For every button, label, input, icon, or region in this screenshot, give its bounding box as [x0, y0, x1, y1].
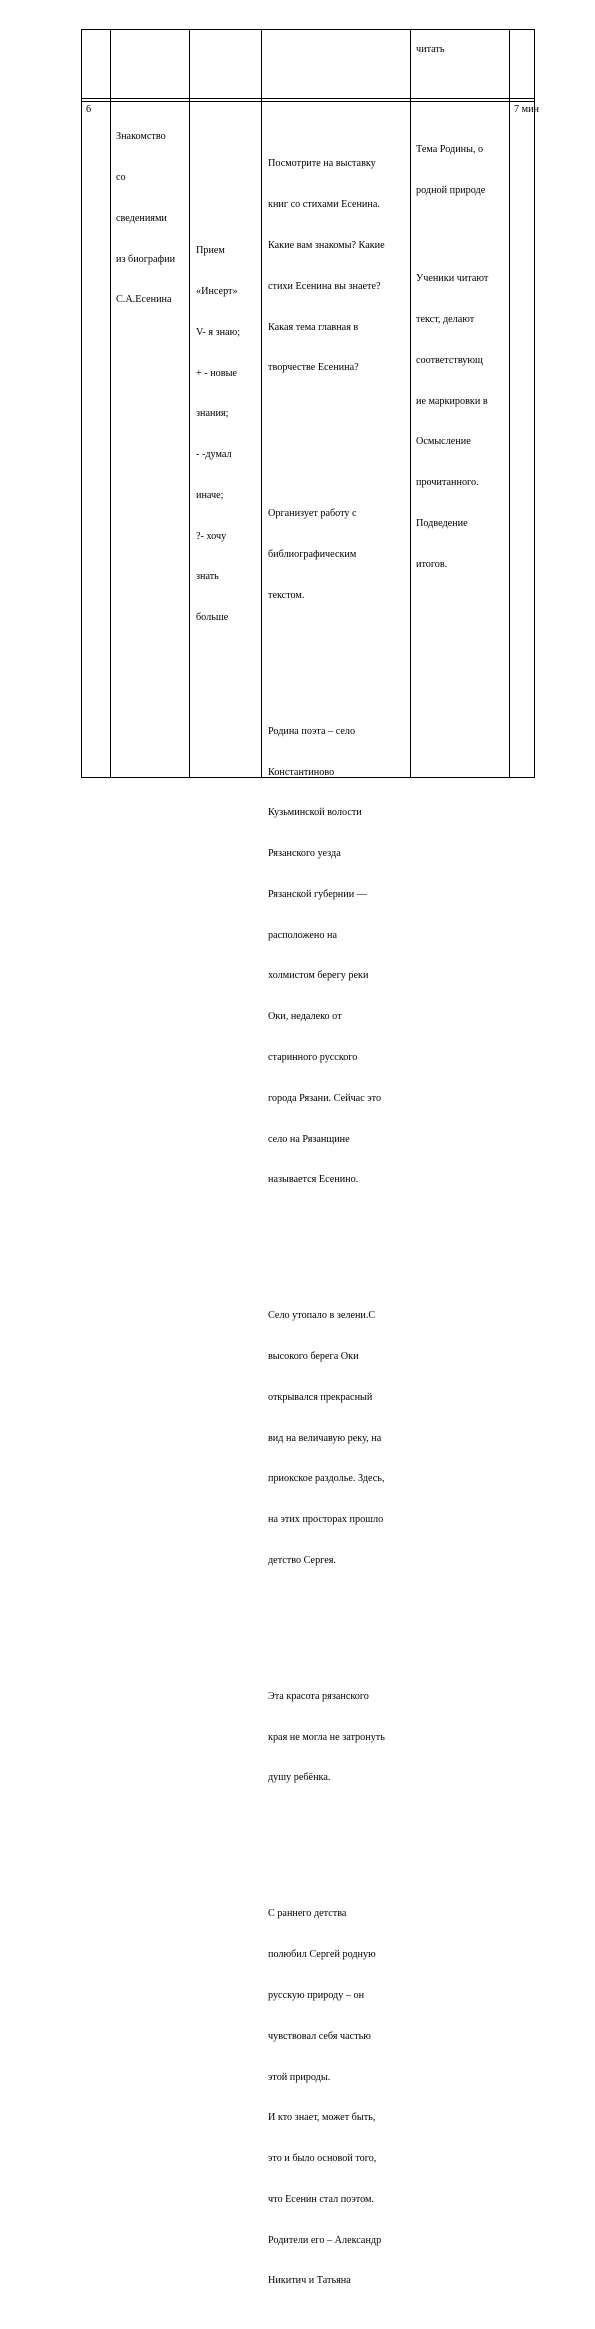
method-line: знания;	[196, 408, 229, 420]
method-line: + - новые	[196, 367, 237, 379]
student-line: Тема Родины, о	[416, 144, 484, 156]
teacher-line: текстом.	[268, 589, 305, 601]
teacher-line: края не могла не затронуть	[268, 1731, 385, 1743]
teacher-line: Какие вам знакомы? Какие	[268, 239, 385, 251]
row-separator	[81, 98, 535, 99]
teacher-line: книг со стихами Есенина.	[268, 199, 380, 211]
method-line: ?- хочу	[196, 530, 227, 542]
teacher-line: Оки, недалеко от	[268, 1011, 342, 1023]
stage-line: со	[116, 171, 126, 183]
table-top-border	[81, 29, 535, 30]
stage-line: сведениями	[116, 212, 167, 224]
teacher-line: этой природы.	[268, 2071, 331, 2083]
col-border-1	[81, 29, 82, 778]
teacher-line: Эта красота рязанского	[268, 1690, 369, 1702]
teacher-line: называется Есенино.	[268, 1174, 359, 1186]
teacher-line: высокого берега Оки	[268, 1351, 359, 1363]
col-border-2	[110, 29, 111, 778]
method-line: знать	[196, 571, 219, 583]
teacher-line: города Рязани. Сейчас это	[268, 1092, 382, 1104]
method-line: иначе;	[196, 489, 224, 501]
teacher-line: старинного русского	[268, 1051, 358, 1063]
teacher-line: Организует работу с	[268, 508, 357, 520]
teacher-line: Константиново	[268, 766, 335, 778]
teacher-line: творчестве Есенина?	[268, 362, 359, 374]
col-border-5	[410, 29, 411, 778]
teacher-paragraph-questions	[268, 130, 385, 402]
time-cell: 7 мин	[514, 104, 539, 115]
teacher-line: Родина поэта – село	[268, 725, 356, 737]
teacher-line: Родители его – Александр	[268, 2234, 382, 2246]
stage-cell	[116, 103, 175, 321]
teacher-line: Рязанского уезда	[268, 848, 341, 860]
method-line: Прием	[196, 245, 225, 257]
row-separator-double	[81, 101, 535, 102]
teacher-line: приокское раздолье. Здесь,	[268, 1473, 385, 1485]
student-line: ие маркировки в	[416, 395, 488, 407]
student-activity-topic	[416, 116, 485, 211]
student-line: прочитанного.	[416, 477, 479, 489]
method-cell	[196, 217, 240, 638]
teacher-line: холмистом берегу реки	[268, 970, 369, 982]
teacher-line: Кузьминской волости	[268, 807, 362, 819]
teacher-line: на этих просторах прошло	[268, 1514, 384, 1526]
teacher-line: полюбил Сергей родную	[268, 1949, 376, 1961]
method-line: «Инсерт»	[196, 285, 238, 297]
method-line: V- я знаю;	[196, 326, 241, 338]
teacher-line: И кто знает, может быть,	[268, 2112, 376, 2124]
teacher-paragraph-childhood	[268, 1880, 385, 2315]
student-line: Подведение	[416, 517, 468, 529]
teacher-line: чувствовал себя частью	[268, 2030, 371, 2042]
prev-row-col5-text: читать	[416, 44, 445, 55]
method-line: - -думал	[196, 449, 232, 461]
teacher-paragraph-homeland	[268, 698, 385, 1215]
teacher-line: вид на величавую реку, на	[268, 1432, 382, 1444]
teacher-line: русскую природу – он	[268, 1989, 365, 2001]
stage-line: С.А.Есенина	[116, 294, 172, 306]
teacher-line: С раннего детства	[268, 1908, 347, 1920]
col-border-4	[261, 29, 262, 778]
teacher-line: это и было основой того,	[268, 2153, 377, 2165]
student-line: родной природе	[416, 184, 486, 196]
teacher-line: Рязанской губернии —	[268, 888, 367, 900]
teacher-line: расположено на	[268, 929, 337, 941]
teacher-line: Какая тема главная в	[268, 321, 359, 333]
teacher-line: село на Рязанщине	[268, 1133, 350, 1145]
teacher-line: Посмотрите на выставку	[268, 158, 376, 170]
stage-line: из биографии	[116, 253, 176, 265]
teacher-line: открывался прекрасный	[268, 1391, 373, 1403]
teacher-line: детство Сергея.	[268, 1554, 336, 1566]
teacher-line: что Есенин стал поэтом.	[268, 2193, 374, 2205]
teacher-line: Никитич и Татьяна	[268, 2275, 351, 2287]
student-line: соответствующ	[416, 354, 483, 366]
teacher-paragraph-village	[268, 1282, 385, 1595]
teacher-activity-cell	[268, 103, 385, 2329]
student-line: Ученики читают	[416, 273, 489, 285]
student-activity-reading	[416, 245, 488, 585]
teacher-line: стихи Есенина вы знаете?	[268, 280, 381, 292]
col-border-7	[534, 29, 535, 778]
method-line: больше	[196, 612, 229, 624]
col-border-6	[509, 29, 510, 778]
teacher-paragraph-beauty	[268, 1663, 385, 1813]
teacher-line: Село утопало в зелени.С	[268, 1310, 376, 1322]
stage-line: Знакомство	[116, 131, 166, 143]
teacher-line: душу ребёнка.	[268, 1772, 331, 1784]
row-number: 6	[86, 104, 92, 115]
student-line: текст, делают	[416, 313, 475, 325]
student-line: итогов.	[416, 558, 448, 570]
student-line: Осмысление	[416, 436, 471, 448]
teacher-paragraph-organizes	[268, 480, 385, 630]
col-border-3	[189, 29, 190, 778]
teacher-line: библиографическим	[268, 549, 357, 560]
